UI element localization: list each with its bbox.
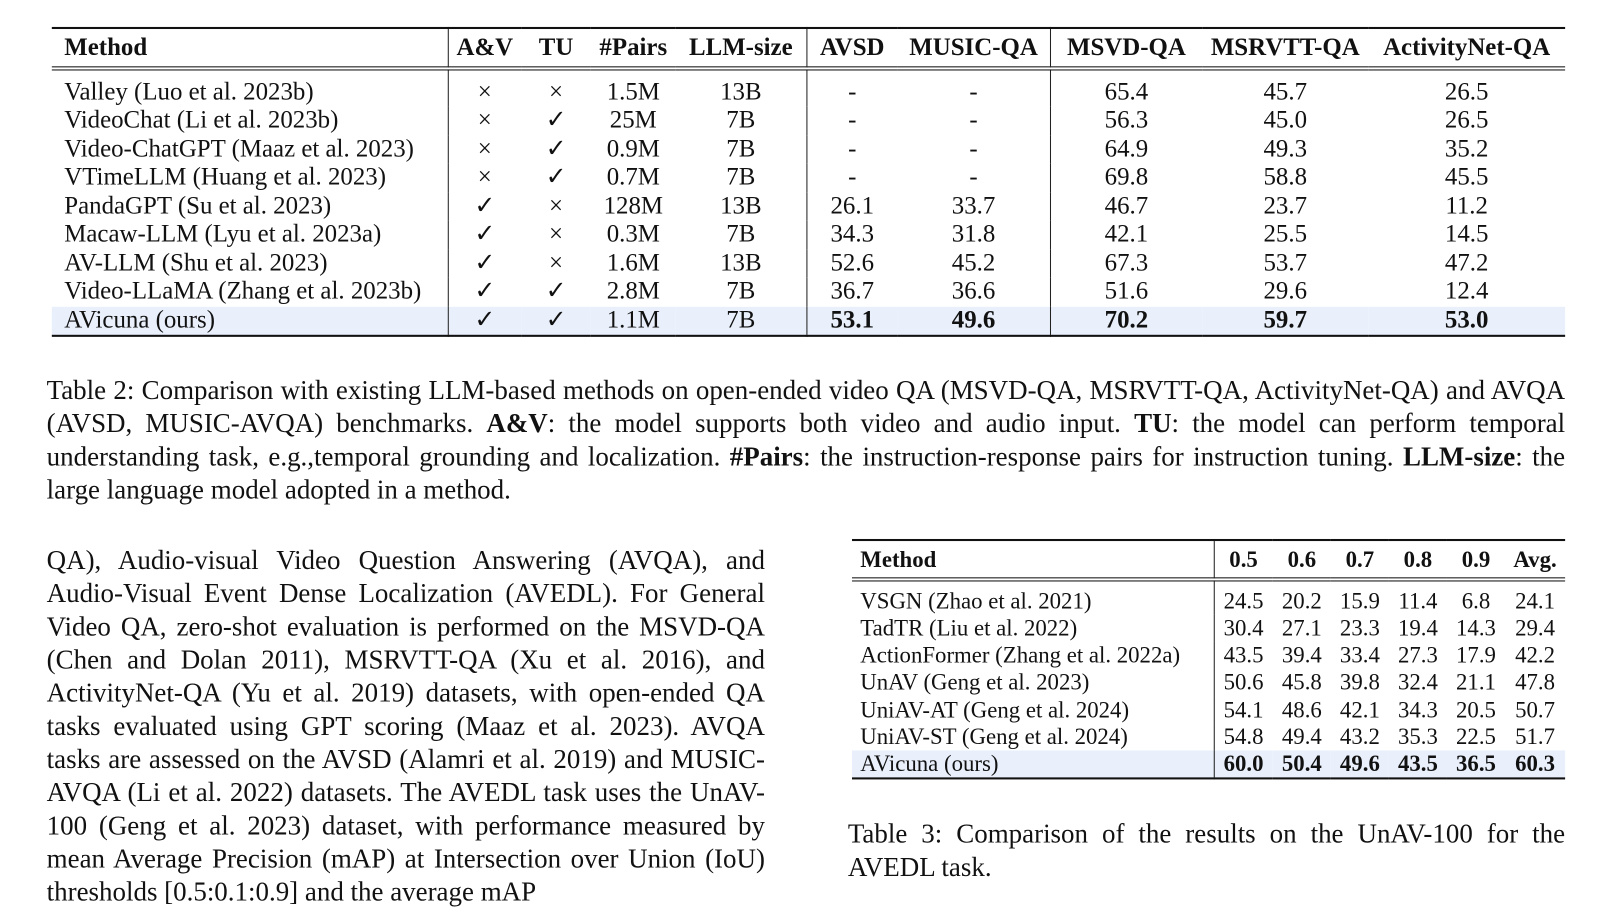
- value-cell: 53.1: [806, 306, 897, 335]
- value-cell: 7B: [726, 221, 756, 248]
- value-cell: 60.3: [1505, 750, 1565, 778]
- value-cell: 13B: [720, 78, 762, 106]
- value-cell: 54.1: [1214, 696, 1273, 723]
- value-cell: 15.9: [1339, 587, 1380, 614]
- check-icon: ✓: [545, 164, 567, 191]
- column-header: 0.9: [1461, 545, 1491, 572]
- value-cell: 14.3: [1456, 614, 1496, 641]
- value-cell: 0.7M: [606, 164, 660, 191]
- value-cell: 42.2: [1515, 641, 1556, 668]
- value-cell: 23.7: [1263, 192, 1308, 220]
- value-cell: 26.1: [806, 192, 897, 221]
- value-cell: 56.3: [1050, 107, 1202, 136]
- method-name-cell: PandaGPT (Su et al. 2023): [64, 192, 332, 220]
- method-name-cell: UniAV-AT (Geng et al. 2024): [860, 696, 1130, 723]
- column-header: A&V: [448, 28, 522, 68]
- value-cell: 49.3: [1263, 135, 1308, 163]
- caption-text: : the instruction-response pairs for instruction tuning.: [803, 441, 1403, 472]
- value-cell: 31.8: [951, 221, 996, 248]
- value-cell: 70.2: [1050, 306, 1202, 335]
- cross-icon: ×: [549, 192, 564, 220]
- table-row: [52, 68, 1565, 106]
- column-header: LLM-size: [689, 33, 793, 61]
- value-cell: 43.5: [1214, 642, 1273, 669]
- value-cell: 0.3M: [606, 221, 660, 248]
- value-cell: 13B: [720, 249, 762, 277]
- table-row: [52, 278, 1565, 307]
- caption-text: Table 2: Comparison with existing LLM-based methods on open-ended video QA (MSVD-QA, MSRVTT-QA, ActivityNet-QA) and AVQA (AVSD, MUSIC-AVQA) benchmarks.: [46, 375, 1566, 439]
- value-cell: 17.9: [1456, 641, 1496, 668]
- value-cell: 128M: [603, 192, 664, 220]
- value-cell: -: [969, 78, 978, 106]
- column-header: ActivityNet-QA: [1383, 33, 1551, 61]
- value-cell: 59.7: [1202, 306, 1368, 335]
- value-cell: 47.8: [1515, 669, 1556, 695]
- value-cell: 12.4: [1444, 278, 1489, 305]
- value-cell: 26.5: [1444, 78, 1489, 106]
- value-cell: 45.2: [951, 249, 996, 277]
- value-cell: 26.5: [1444, 107, 1489, 134]
- table-row: [852, 750, 1565, 778]
- value-cell: 58.8: [1263, 164, 1308, 191]
- method-name-cell: UniAV-ST (Geng et al. 2024): [860, 723, 1128, 750]
- value-cell: 24.5: [1214, 579, 1273, 614]
- value-cell: 35.3: [1397, 723, 1438, 750]
- value-cell: 20.2: [1281, 587, 1322, 614]
- cross-icon: ×: [448, 68, 522, 106]
- value-cell: 39.8: [1339, 669, 1380, 695]
- value-cell: 23.3: [1339, 614, 1380, 641]
- value-cell: 1.5M: [606, 78, 660, 106]
- table-row: [852, 723, 1565, 750]
- cross-icon: ×: [549, 221, 564, 248]
- column-header: Avg.: [1513, 545, 1557, 572]
- check-icon: ✓: [545, 278, 567, 305]
- value-cell: 69.8: [1050, 164, 1202, 193]
- table-row: [52, 306, 1565, 335]
- table-row: [852, 696, 1565, 723]
- value-cell: 29.4: [1515, 614, 1556, 641]
- value-cell: -: [969, 135, 978, 163]
- value-cell: 51.6: [1050, 278, 1202, 307]
- caption-term: LLM-size: [1402, 441, 1516, 472]
- check-icon: ✓: [448, 278, 522, 307]
- value-cell: 52.6: [806, 249, 897, 278]
- column-header: 0.6: [1287, 545, 1317, 572]
- value-cell: 53.7: [1263, 249, 1308, 277]
- table-3-avedl-results: [852, 539, 1565, 779]
- column-header: MSVD-QA: [1050, 28, 1202, 68]
- check-icon: ✓: [545, 107, 567, 134]
- table-row: [852, 579, 1565, 614]
- value-cell: 54.8: [1214, 723, 1273, 750]
- column-header: 0.7: [1345, 545, 1375, 572]
- caption-text: : the large language model adopted in a method.: [46, 441, 1566, 505]
- value-cell: 30.4: [1214, 615, 1273, 642]
- value-cell: 49.6: [898, 306, 1050, 335]
- table-row: [52, 164, 1565, 193]
- value-cell: 0.9M: [606, 135, 660, 163]
- cross-icon: ×: [448, 164, 522, 193]
- check-icon: ✓: [448, 306, 522, 335]
- value-cell: 25M: [609, 107, 657, 134]
- value-cell: 53.0: [1368, 306, 1565, 335]
- value-cell: 50.7: [1515, 696, 1556, 723]
- table-row: [52, 192, 1565, 221]
- cross-icon: ×: [549, 249, 564, 277]
- value-cell: 42.1: [1339, 696, 1380, 723]
- check-icon: ✓: [545, 135, 567, 163]
- value-cell: 27.3: [1397, 641, 1438, 668]
- column-header: AVSD: [806, 28, 897, 68]
- value-cell: 45.7: [1263, 78, 1308, 106]
- value-cell: 60.0: [1214, 750, 1273, 778]
- value-cell: 50.4: [1273, 750, 1331, 778]
- value-cell: -: [806, 107, 897, 136]
- value-cell: -: [969, 164, 978, 191]
- value-cell: -: [806, 164, 897, 193]
- value-cell: 42.1: [1050, 221, 1202, 250]
- method-name-cell: Video-ChatGPT (Maaz et al. 2023): [64, 135, 414, 163]
- value-cell: 35.2: [1444, 135, 1489, 163]
- value-cell: 47.2: [1444, 249, 1489, 277]
- table-row: [52, 249, 1565, 278]
- column-header: 0.5: [1214, 540, 1273, 579]
- value-cell: 33.4: [1339, 641, 1380, 668]
- value-cell: 46.7: [1050, 192, 1202, 221]
- value-cell: 39.4: [1281, 641, 1322, 668]
- check-icon: ✓: [448, 249, 522, 278]
- caption-term: TU: [1134, 408, 1172, 439]
- cross-icon: ×: [448, 107, 522, 136]
- cross-icon: ×: [549, 78, 564, 106]
- table-row: [52, 221, 1565, 250]
- column-header: Method: [64, 33, 148, 61]
- table-2-caption: [47, 374, 1565, 507]
- value-cell: 13B: [720, 192, 762, 220]
- method-name-cell: TadTR (Liu et al. 2022): [860, 614, 1078, 641]
- value-cell: 29.6: [1263, 278, 1308, 305]
- method-name-cell: AVicuna (ours): [852, 750, 1214, 778]
- value-cell: 7B: [726, 164, 756, 191]
- value-cell: 49.6: [1331, 750, 1389, 778]
- value-cell: 36.7: [806, 278, 897, 307]
- value-cell: 21.1: [1456, 669, 1496, 695]
- caption-text: : the model supports both video and audio input.: [547, 408, 1135, 439]
- method-name-cell: AV-LLM (Shu et al. 2023): [64, 249, 328, 277]
- method-name-cell: VTimeLLM (Huang et al. 2023): [64, 164, 386, 191]
- value-cell: 27.1: [1281, 614, 1322, 641]
- column-header: 0.8: [1403, 545, 1433, 572]
- column-header: TU: [538, 33, 574, 61]
- check-icon: ✓: [521, 306, 590, 335]
- value-cell: 25.5: [1263, 221, 1308, 248]
- value-cell: 7B: [676, 306, 807, 335]
- column-header: Method: [860, 545, 937, 572]
- table-row: [52, 107, 1565, 136]
- value-cell: 34.3: [1397, 696, 1438, 723]
- value-cell: 43.2: [1339, 723, 1380, 750]
- value-cell: 33.7: [951, 192, 996, 220]
- table-3-caption: Table 3: Comparison of the results on the UnAV-100 for the AVEDL task.: [847, 818, 1566, 883]
- table-row: [852, 669, 1565, 696]
- method-name-cell: AVicuna (ours): [52, 306, 448, 335]
- caption-term: #Pairs: [729, 441, 804, 472]
- value-cell: 50.6: [1214, 669, 1273, 696]
- value-cell: 7B: [726, 135, 756, 163]
- table-row: [852, 642, 1565, 669]
- value-cell: 19.4: [1397, 614, 1438, 641]
- method-name-cell: Video-LLaMA (Zhang et al. 2023b): [64, 278, 422, 305]
- value-cell: 51.7: [1515, 723, 1556, 750]
- value-cell: 65.4: [1050, 68, 1202, 106]
- method-name-cell: Valley (Luo et al. 2023b): [64, 78, 314, 106]
- column-header: #Pairs: [599, 33, 668, 61]
- table-row: [852, 615, 1565, 642]
- value-cell: 36.6: [951, 278, 996, 305]
- table-2-llm-comparison: [52, 27, 1565, 336]
- value-cell: 6.8: [1461, 587, 1491, 614]
- value-cell: 22.5: [1456, 723, 1496, 750]
- check-icon: ✓: [448, 221, 522, 250]
- value-cell: 49.4: [1281, 723, 1322, 750]
- value-cell: 45.5: [1444, 164, 1489, 191]
- method-name-cell: VSGN (Zhao et al. 2021): [860, 587, 1092, 614]
- caption-term: A&V: [486, 408, 548, 439]
- value-cell: 64.9: [1050, 135, 1202, 164]
- value-cell: 43.5: [1389, 750, 1447, 778]
- value-cell: 2.8M: [606, 278, 660, 305]
- value-cell: 11.4: [1398, 587, 1438, 614]
- body-paragraph: QA), Audio-visual Video Question Answering (AVQA), and Audio-Visual Event Dense Localization (AVEDL). For General Video QA, zero-shot evaluation is performed on the MSVD-QA (Chen and Dolan 2011), MSRVTT-QA (Xu et al. 2016), and ActivityNet-QA (Yu et al. 2019) datasets, with open-ended QA tasks evaluated using GPT scoring (Maaz et al. 2023). AVQA tasks are assessed on the AVSD (Alamri et al. 2019) and MUSIC-AVQA (Li et al. 2022) datasets. The AVEDL task uses the UnAV-100 (Geng et al. 2023) dataset, with performance measured by mean Average Precision (mAP) at Intersection over Union (IoU) thresholds [0.5:0.1:0.9] and the average mAP: [46, 545, 765, 907]
- value-cell: 20.5: [1456, 696, 1496, 723]
- table-row: [52, 135, 1565, 164]
- method-name-cell: VideoChat (Li et al. 2023b): [64, 107, 339, 134]
- value-cell: 11.2: [1445, 192, 1488, 220]
- value-cell: 45.8: [1281, 669, 1322, 695]
- value-cell: 24.1: [1515, 587, 1556, 614]
- value-cell: 67.3: [1050, 249, 1202, 278]
- value-cell: 7B: [726, 278, 756, 305]
- value-cell: 34.3: [806, 221, 897, 250]
- value-cell: 48.6: [1281, 696, 1322, 723]
- value-cell: 45.0: [1263, 107, 1308, 134]
- method-name-cell: Macaw-LLM (Lyu et al. 2023a): [64, 221, 382, 248]
- method-name-cell: ActionFormer (Zhang et al. 2022a): [860, 641, 1181, 668]
- value-cell: -: [806, 68, 897, 106]
- cross-icon: ×: [448, 135, 522, 164]
- value-cell: -: [806, 135, 897, 164]
- method-name-cell: UnAV (Geng et al. 2023): [860, 669, 1090, 695]
- check-icon: ✓: [448, 192, 522, 221]
- caption-text: : the model can perform temporal understanding task, e.g.,temporal grounding and localization.: [46, 408, 1566, 472]
- value-cell: 1.6M: [606, 249, 660, 277]
- value-cell: 14.5: [1444, 221, 1489, 248]
- value-cell: 1.1M: [591, 306, 676, 335]
- value-cell: 36.5: [1447, 750, 1505, 778]
- value-cell: -: [969, 107, 978, 134]
- value-cell: 32.4: [1397, 669, 1438, 695]
- column-header: MSRVTT-QA: [1210, 33, 1360, 61]
- value-cell: 7B: [726, 107, 756, 134]
- column-header: MUSIC-QA: [909, 33, 1038, 61]
